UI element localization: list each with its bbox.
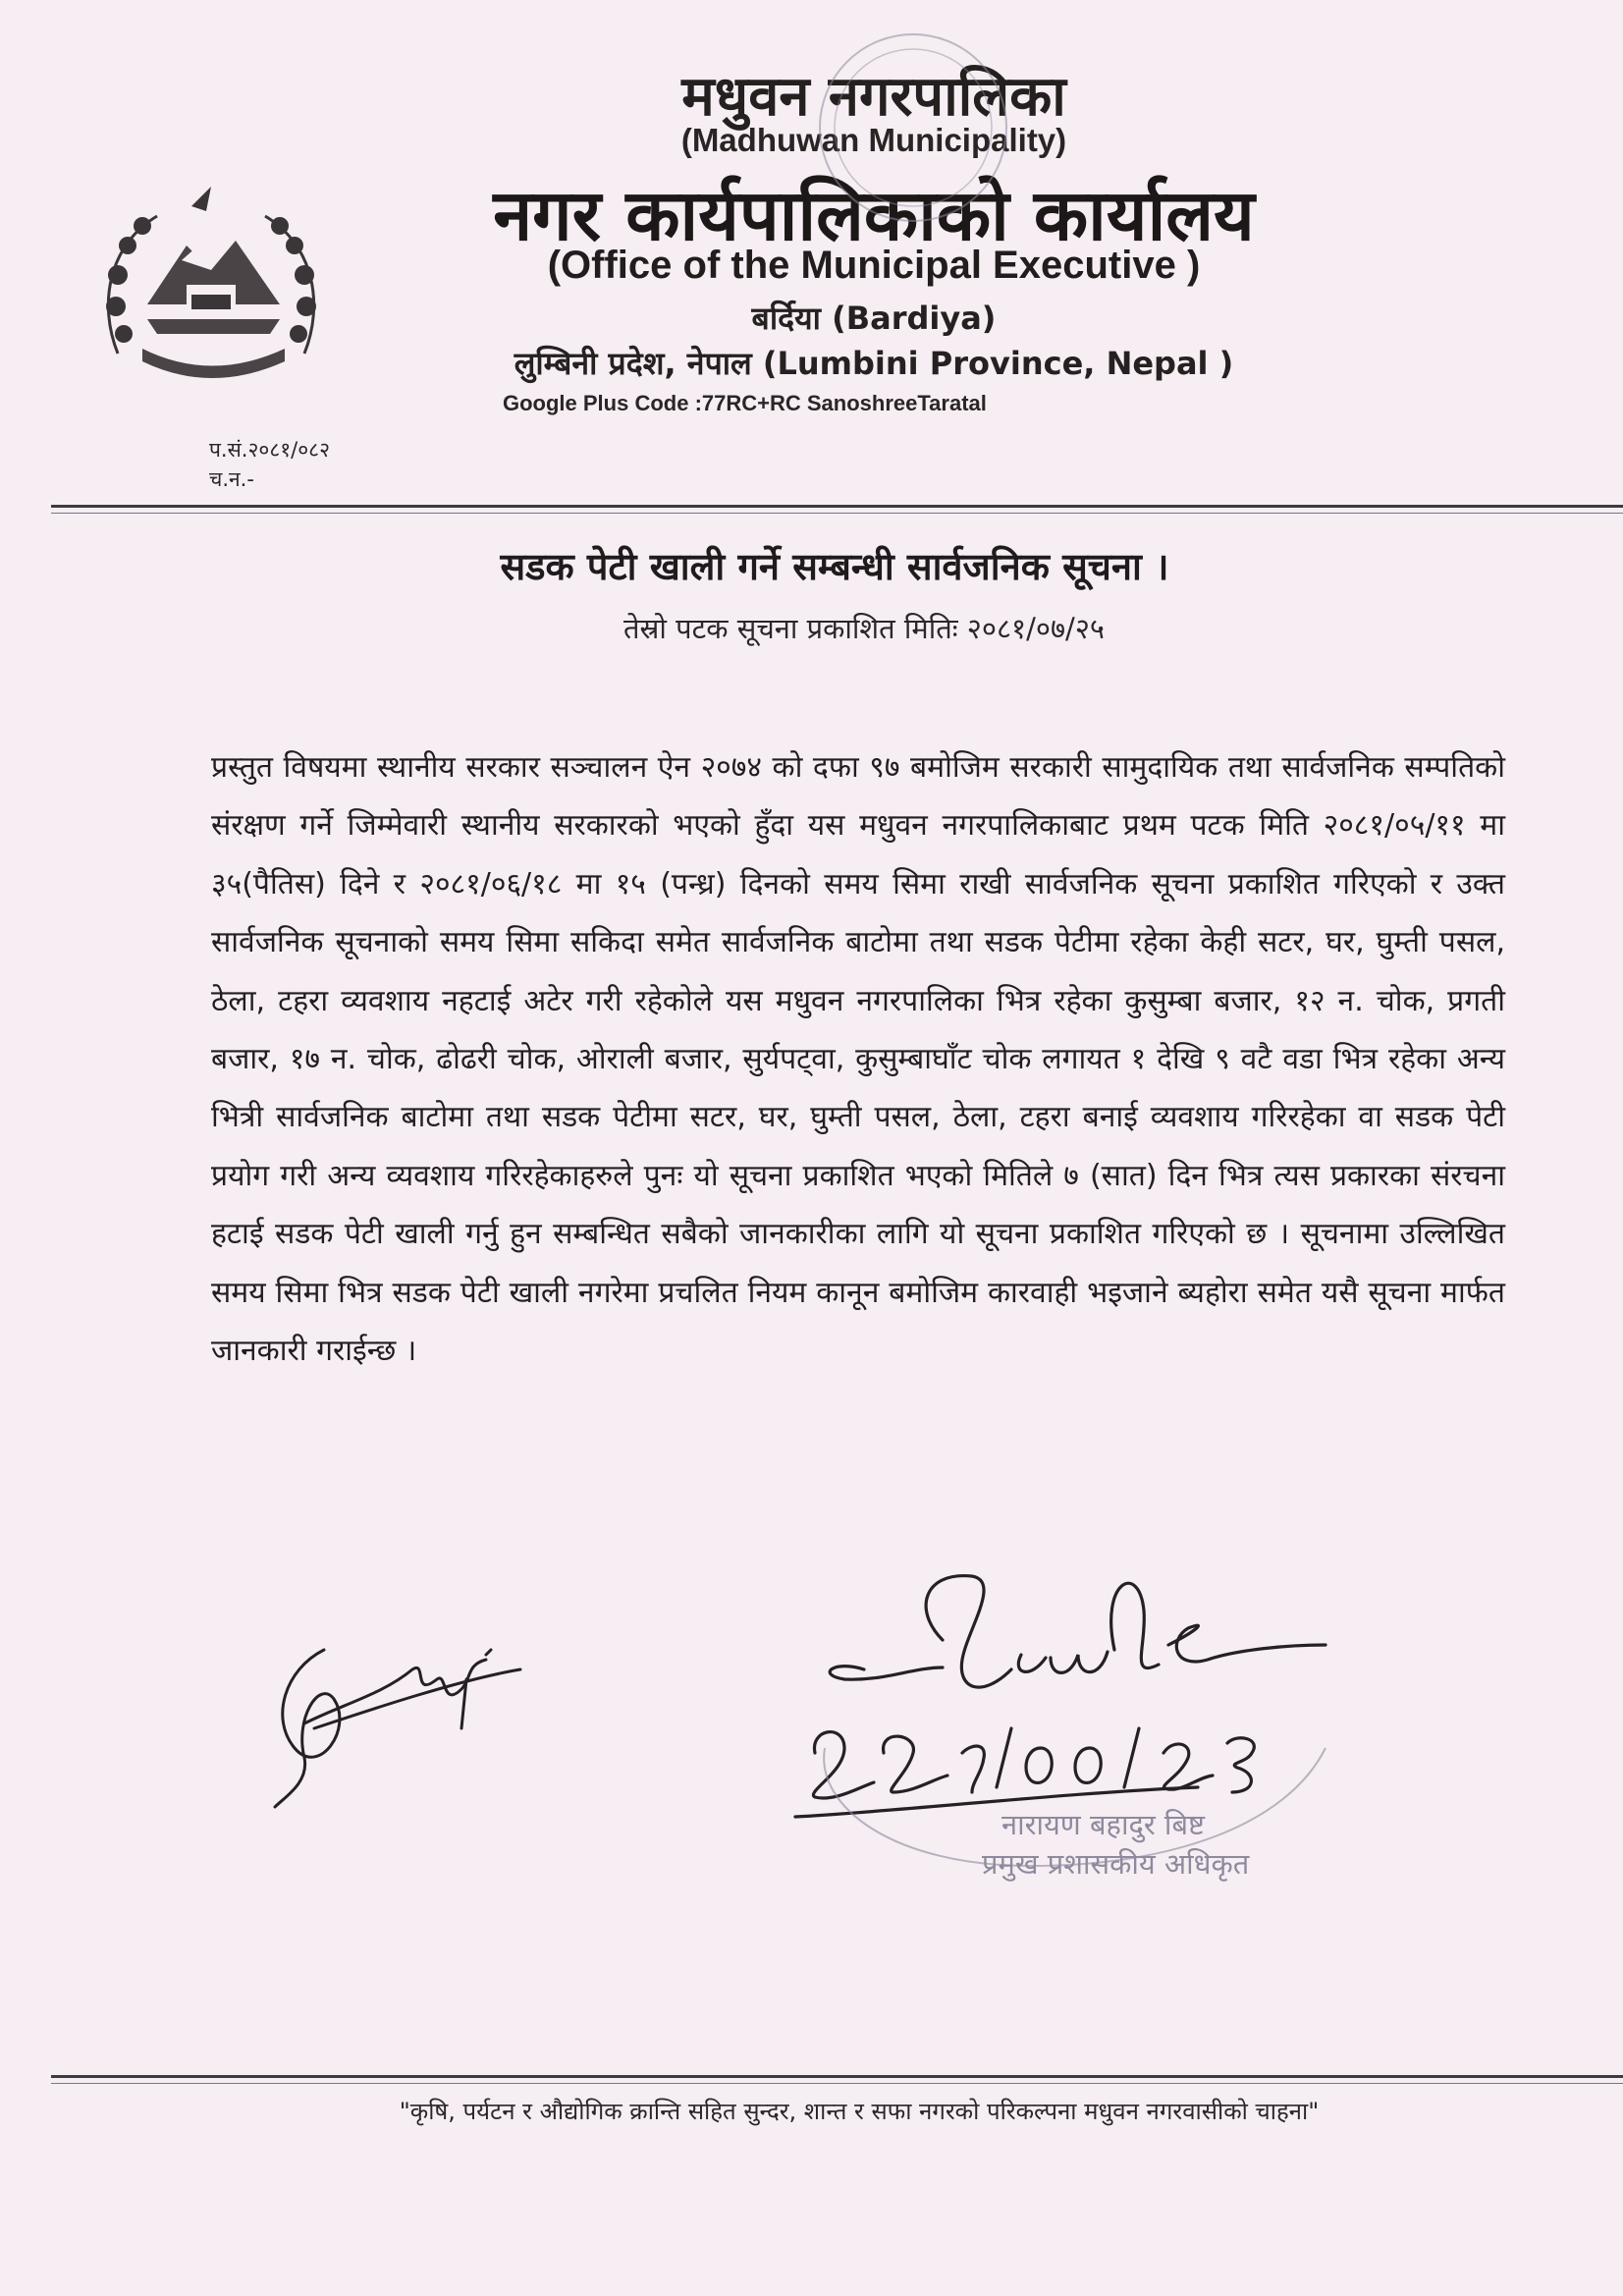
district-name: बर्दिया (Bardiya) — [751, 300, 997, 337]
signatory-designation: प्रमुख प्रशासकीय अधिकृत — [982, 1847, 1250, 1881]
footer-divider — [51, 2075, 1623, 2084]
google-plus-code: Google Plus Code :77RC+RC SanoshreeTaratal — [503, 391, 987, 415]
municipality-name-np: मधुवन नगरपालिका — [681, 65, 1066, 129]
publish-date: तेस्रो पटक सूचना प्रकाशित मितिः २०८१/०७/२५ — [623, 612, 1105, 645]
header-stamp-icon — [815, 20, 1011, 246]
signatory-name: नारायण बहादुर बिष्ट — [1001, 1808, 1205, 1841]
nepal-emblem-icon — [88, 187, 334, 393]
letter-number: प.सं.२०८१/०८२ — [209, 438, 330, 462]
footer-motto: "कृषि, पर्यटन र औद्योगिक क्रान्ति सहित सुन्दर, शान्त र सफा नगरको परिकल्पना मधुवन नगरवासीको चाहना" — [399, 2098, 1320, 2125]
municipality-name-en: (Madhuwan Municipality) — [680, 122, 1067, 158]
office-name-np: नगर कार्यपालिकाको कार्यालय — [493, 174, 1255, 256]
dispatch-number: च.न.- — [209, 467, 254, 491]
notice-body: प्रस्तुत विषयमा स्थानीय सरकार सञ्चालन ऐन २०७४ को दफा ९७ बमोजिम सरकारी सामुदायिक तथा सार्वजनिक सम्पतिको संरक्षण गर्ने जिम्मेवारी स्थानीय सरकारको भएको हुँदा यस मधुवन नगरपालिकाबाट प्रथम पटक मिति २०८१/०५/११ मा ३५(पैतिस) दिने र २०८१/०६/१८ मा १५ (पन्ध्र) दिनको समय सिमा राखी सार्वजनिक सूचना प्रकाशित गरिएको र उक्त सार्वजनिक सूचनाको समय सिमा सकिदा समेत सार्वजनिक बाटोमा तथा सडक पेटीमा रहेका केही सटर, घर, घुम्ती पसल, ठेला, टहरा व्यवशाय नहटाई अटेर गरी रहेकोले यस मधुवन नगरपालिका भित्र रहेका कुसुम्बा बजार, १२ न. चोक, प्रगती बजार, १७ न. चोक, ढोढरी चोक, ओराली बजार, सुर्यपट्वा, कुसुम्बाघाँट चोक लगायत १ देखि ९ वटै वडा भित्र रहेका अन्य भित्री सार्वजनिक बाटोमा तथा सडक पेटीमा सटर, घर, घुम्ती पसल, ठेला, टहरा बनाई व्यवशाय गरिरहेका वा सडक पेटी प्रयोग गरी अन्य व्यवशाय गरिरहेकाहरुले पुनः यो सूचना प्रकाशित भएको मितिले ७ (सात) दिन भित्र त्यस प्रकारका संरचना हटाई सडक पेटी खाली गर्नु हुन सम्बन्धित सबैको जानकारीका लागि यो सूचना प्रकाशित गरिएको छ । सूचनामा उल्लिखित समय सिमा भित्र सडक पेटी खाली नगरेमा प्रचलित नियम कानून बमोजिम कारवाही भइजाने ब्यहोरा समेत यसै सूचना मार्फत जानकारी गराईन्छ । — [211, 750, 1505, 1369]
notice-title: सडक पेटी खाली गर्ने सम्बन्धी सार्वजनिक सूचना । — [500, 545, 1169, 588]
office-name-en: (Office of the Municipal Executive ) — [547, 244, 1201, 287]
left-signature — [265, 1611, 550, 1817]
province-name: लुम्बिनी प्रदेश, नेपाल (Lumbini Province, Nepal ) — [514, 345, 1234, 382]
header-divider — [51, 505, 1623, 514]
